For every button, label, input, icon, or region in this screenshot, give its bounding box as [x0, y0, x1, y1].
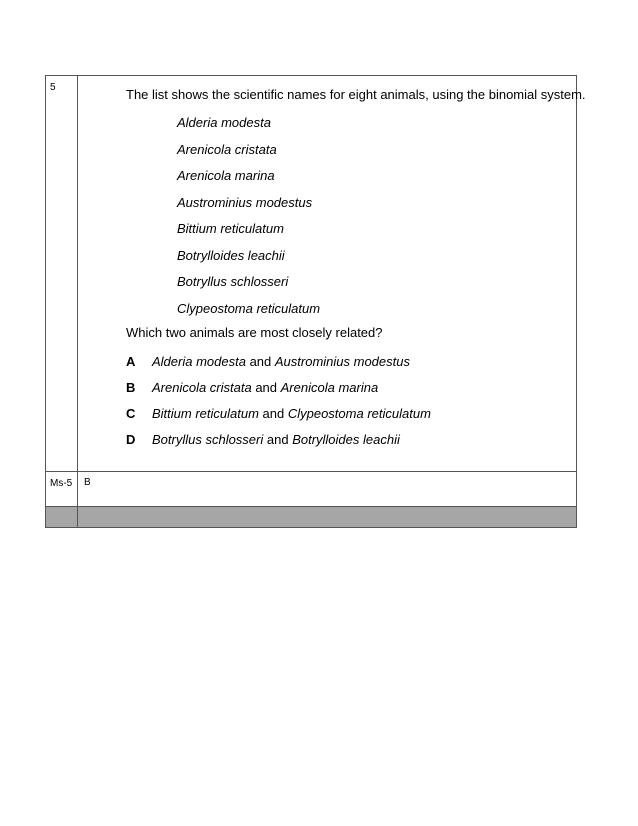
option-letter: A	[126, 354, 136, 369]
mark-scheme-answer: B	[84, 477, 91, 488]
option-joiner: and	[258, 406, 288, 421]
species-list	[177, 115, 320, 327]
mark-scheme-row	[46, 472, 576, 507]
question-stem: The list shows the scientific names for eight animals, using the binomial system.	[126, 87, 586, 102]
mark-scheme-label: Ms-5	[46, 472, 78, 506]
species-name: Bittium reticulatum	[177, 221, 284, 236]
species-name: Clypeostoma reticulatum	[177, 300, 321, 316]
species-name: Alderia modesta	[177, 115, 271, 130]
option-a[interactable]	[126, 354, 431, 380]
option-letter: B	[126, 380, 136, 395]
option-d[interactable]	[126, 432, 431, 458]
option-first-species: Bittium reticulatum	[152, 406, 259, 421]
option-letter: D	[126, 432, 136, 447]
shaded-cell	[46, 507, 78, 527]
option-second-species: Arenicola marina	[280, 380, 379, 395]
option-joiner: and	[251, 380, 281, 395]
question-row	[46, 76, 586, 472]
question-table	[45, 75, 586, 528]
option-first-species: Arenicola cristata	[152, 380, 252, 395]
option-second-species: Botrylloides leachii	[292, 432, 400, 447]
option-joiner: and	[245, 354, 275, 369]
option-c[interactable]	[126, 406, 431, 432]
option-second-species: Clypeostoma reticulatum	[287, 406, 431, 421]
species-name: Austrominius modestus	[177, 194, 313, 210]
question-prompt: Which two animals are most closely related?	[126, 325, 383, 340]
species-name: Botryllus schlosseri	[177, 274, 289, 289]
question-body	[78, 76, 586, 471]
shaded-cell	[78, 507, 576, 527]
option-first-species: Botryllus schlosseri	[152, 432, 264, 447]
species-name: Arenicola marina	[177, 168, 275, 183]
answer-options	[126, 354, 431, 458]
question-number: 5	[46, 76, 78, 471]
option-letter: C	[126, 406, 136, 421]
shaded-row	[46, 507, 576, 527]
species-name: Botrylloides leachii	[177, 247, 285, 263]
species-name: Arenicola cristata	[177, 141, 277, 157]
option-second-species: Austrominius modestus	[274, 354, 410, 369]
option-joiner: and	[263, 432, 293, 447]
option-first-species: Alderia modesta	[152, 354, 246, 369]
option-b[interactable]	[126, 380, 431, 406]
